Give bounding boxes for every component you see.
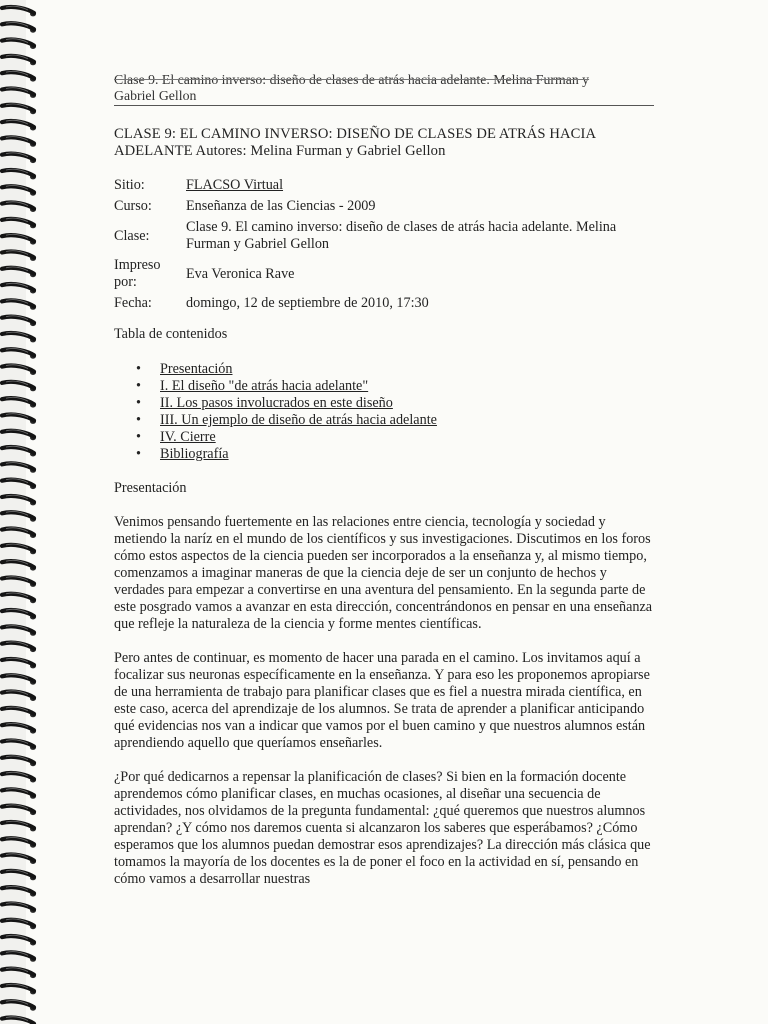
spiral-coil	[2, 919, 36, 929]
spiral-coil	[2, 789, 36, 799]
info-row-impreso	[114, 257, 659, 295]
info-row-sitio	[114, 177, 659, 198]
spiral-coil	[2, 952, 36, 962]
spiral-coil	[2, 870, 36, 880]
info-label: Sitio:	[114, 177, 145, 193]
spiral-coil	[2, 55, 36, 65]
spiral-coil	[2, 511, 36, 521]
info-value: domingo, 12 de septiembre de 2010, 17:30	[186, 295, 429, 311]
spiral-coil	[2, 854, 36, 864]
spiral-coil	[2, 821, 36, 831]
spiral-coil	[2, 479, 36, 489]
toc-item	[160, 412, 659, 429]
info-label: Clase:	[114, 227, 150, 244]
spiral-coil	[2, 202, 36, 212]
spiral-coil	[2, 267, 36, 277]
info-value	[186, 177, 659, 198]
info-value: Eva Veronica Rave	[186, 265, 295, 282]
spiral-coil	[2, 283, 36, 293]
spiral-coil	[2, 935, 36, 945]
spiral-coil	[2, 903, 36, 913]
spiral-coil	[2, 984, 36, 994]
spiral-coil	[2, 463, 36, 473]
site-link[interactable]: FLACSO Virtual	[186, 177, 284, 193]
info-row-clase	[114, 219, 659, 257]
spiral-coil	[2, 397, 36, 407]
spiral-coil	[2, 348, 36, 358]
spiral-coil	[2, 577, 36, 587]
spiral-coil	[2, 251, 36, 261]
spiral-coil	[2, 71, 36, 81]
info-table	[114, 177, 659, 316]
spiral-coil	[2, 39, 36, 49]
spiral-coil	[2, 153, 36, 163]
toc-link[interactable]: I. El diseño "de atrás hacia adelante"	[160, 378, 369, 394]
spiral-coil	[2, 88, 36, 98]
document-content	[114, 72, 659, 888]
spiral-coil	[2, 6, 36, 16]
spiral-coil	[2, 886, 36, 896]
spiral-coil	[2, 332, 36, 342]
spiral-coil	[2, 707, 36, 717]
spiral-coil	[2, 560, 36, 570]
spiral-coil	[2, 1017, 36, 1024]
header-line-1: Clase 9. El camino inverso: diseño de clases de atrás hacia adelante. Melina Furman y	[114, 72, 590, 87]
spiral-coil	[2, 22, 36, 32]
spiral-coil	[2, 430, 36, 440]
spiral-coil	[2, 691, 36, 701]
info-label: Curso:	[114, 198, 152, 214]
spiral-coil	[2, 381, 36, 391]
toc-item	[160, 378, 659, 395]
spiral-coil	[2, 316, 36, 326]
spiral-coil	[2, 495, 36, 505]
spiral-coil	[2, 185, 36, 195]
info-value: Enseñanza de las Ciencias - 2009	[186, 198, 376, 214]
toc-link[interactable]: III. Un ejemplo de diseño de atrás hacia adelante	[160, 412, 437, 428]
paragraph: Venimos pensando fuertemente en las relaciones entre ciencia, tecnología y sociedad y metiendo la naríz en el mundo de los científicos y sus investigaciones. Discutimos en los foros cómo estos aspectos de la ciencia pueden ser incorporados a la enseñanza y, al mismo tiempo, comenzamos a imaginar maneras de que la ciencia deje de ser un conjunto de hechos y verdades para empezar a convertirse en una aventura del pensamiento. En la segunda parte de este posgrado vamos a avanzar en esta dirección, concentrándonos en pensar en una enseñanza que refleje la naturaleza de la ciencia y forme mentes científicas.	[114, 514, 653, 632]
toc-item	[160, 429, 659, 446]
spiral-coil	[2, 626, 36, 636]
spiral-coil	[2, 365, 36, 375]
toc-item	[160, 446, 659, 463]
info-value: Clase 9. El camino inverso: diseño de clases de atrás hacia adelante. Melina Furman y Gabriel Gellon	[186, 219, 617, 252]
spiral-coil	[2, 1000, 36, 1010]
header-line-2: Gabriel Gellon	[114, 88, 197, 103]
info-row-curso	[114, 198, 659, 219]
spiral-coil	[2, 805, 36, 815]
paragraph: Pero antes de continuar, es momento de hacer una parada en el camino. Los invitamos aquí a focalizar sus neuronas específicamente en la enseñanza. Y para eso les proponemos apropiarse de una herramienta de trabajo para planificar clases que es fiel a nuestra mirada científica, en este caso, acerca del aprendizaje de los alumnos. Se trata de aprender a planificar anticipando qué evidencias nos van a indicar que vamos por el buen camino y que nuestros alumnos están aprendiendo aquello que queríamos enseñarles.	[114, 650, 650, 751]
spiral-coil	[2, 104, 36, 114]
spiral-coil	[2, 756, 36, 766]
section-heading: Presentación	[114, 480, 187, 496]
spiral-coil	[2, 740, 36, 750]
spiral-coil	[2, 772, 36, 782]
toc-list	[114, 361, 659, 463]
toc-link[interactable]: Presentación	[160, 361, 233, 377]
spiral-coil	[2, 723, 36, 733]
toc-link[interactable]: IV. Cierre	[160, 429, 216, 445]
page-header	[114, 72, 654, 106]
spiral-coil	[2, 968, 36, 978]
spiral-coil	[2, 658, 36, 668]
toc-item	[160, 395, 659, 412]
document-title: CLASE 9: EL CAMINO INVERSO: DISEÑO DE CLASES DE ATRÁS HACIA ADELANTE Autores: Melina Furman y Gabriel Gellon	[114, 126, 596, 159]
spiral-coil	[2, 300, 36, 310]
spiral-coil	[2, 674, 36, 684]
toc-item	[160, 361, 659, 378]
spiral-coil	[2, 414, 36, 424]
spiral-coil	[2, 234, 36, 244]
spiral-coil	[2, 593, 36, 603]
spiral-coil	[2, 120, 36, 130]
spiral-coil	[2, 137, 36, 147]
spiral-coil	[2, 446, 36, 456]
paragraph: ¿Por qué dedicarnos a repensar la planificación de clases? Si bien en la formación docente aprendemos cómo planificar clases, en muchas ocasiones, al diseñar una secuencia de actividades, nos olvidamos de la pregunta fundamental: ¿qué queremos que nuestros alumnos aprendan? ¿Y cómo nos daremos cuenta si alcanzaron los saberes que esperábamos? ¿Cómo esperamos que los alumnos puedan demostrar esos aprendizajes? La dirección más clásica que tomamos la mayoría de los docentes es la de poner el foco en la actividad en sí, pensando en cómo vamos a desarrollar nuestras	[114, 769, 651, 887]
toc-link[interactable]: Bibliografía	[160, 446, 229, 462]
spiral-coil	[2, 609, 36, 619]
spiral-coil	[2, 544, 36, 554]
spiral-coil	[2, 528, 36, 538]
spiral-binding	[0, 0, 44, 1024]
info-row-fecha	[114, 295, 659, 316]
spiral-coil	[2, 169, 36, 179]
spiral-coil	[2, 642, 36, 652]
info-label: Fecha:	[114, 295, 152, 311]
spiral-coil	[2, 837, 36, 847]
spiral-coil	[2, 218, 36, 228]
info-label: Impreso por:	[114, 257, 161, 290]
toc-title: Tabla de contenidos	[114, 326, 228, 342]
toc-link[interactable]: II. Los pasos involucrados en este diseño	[160, 395, 393, 411]
